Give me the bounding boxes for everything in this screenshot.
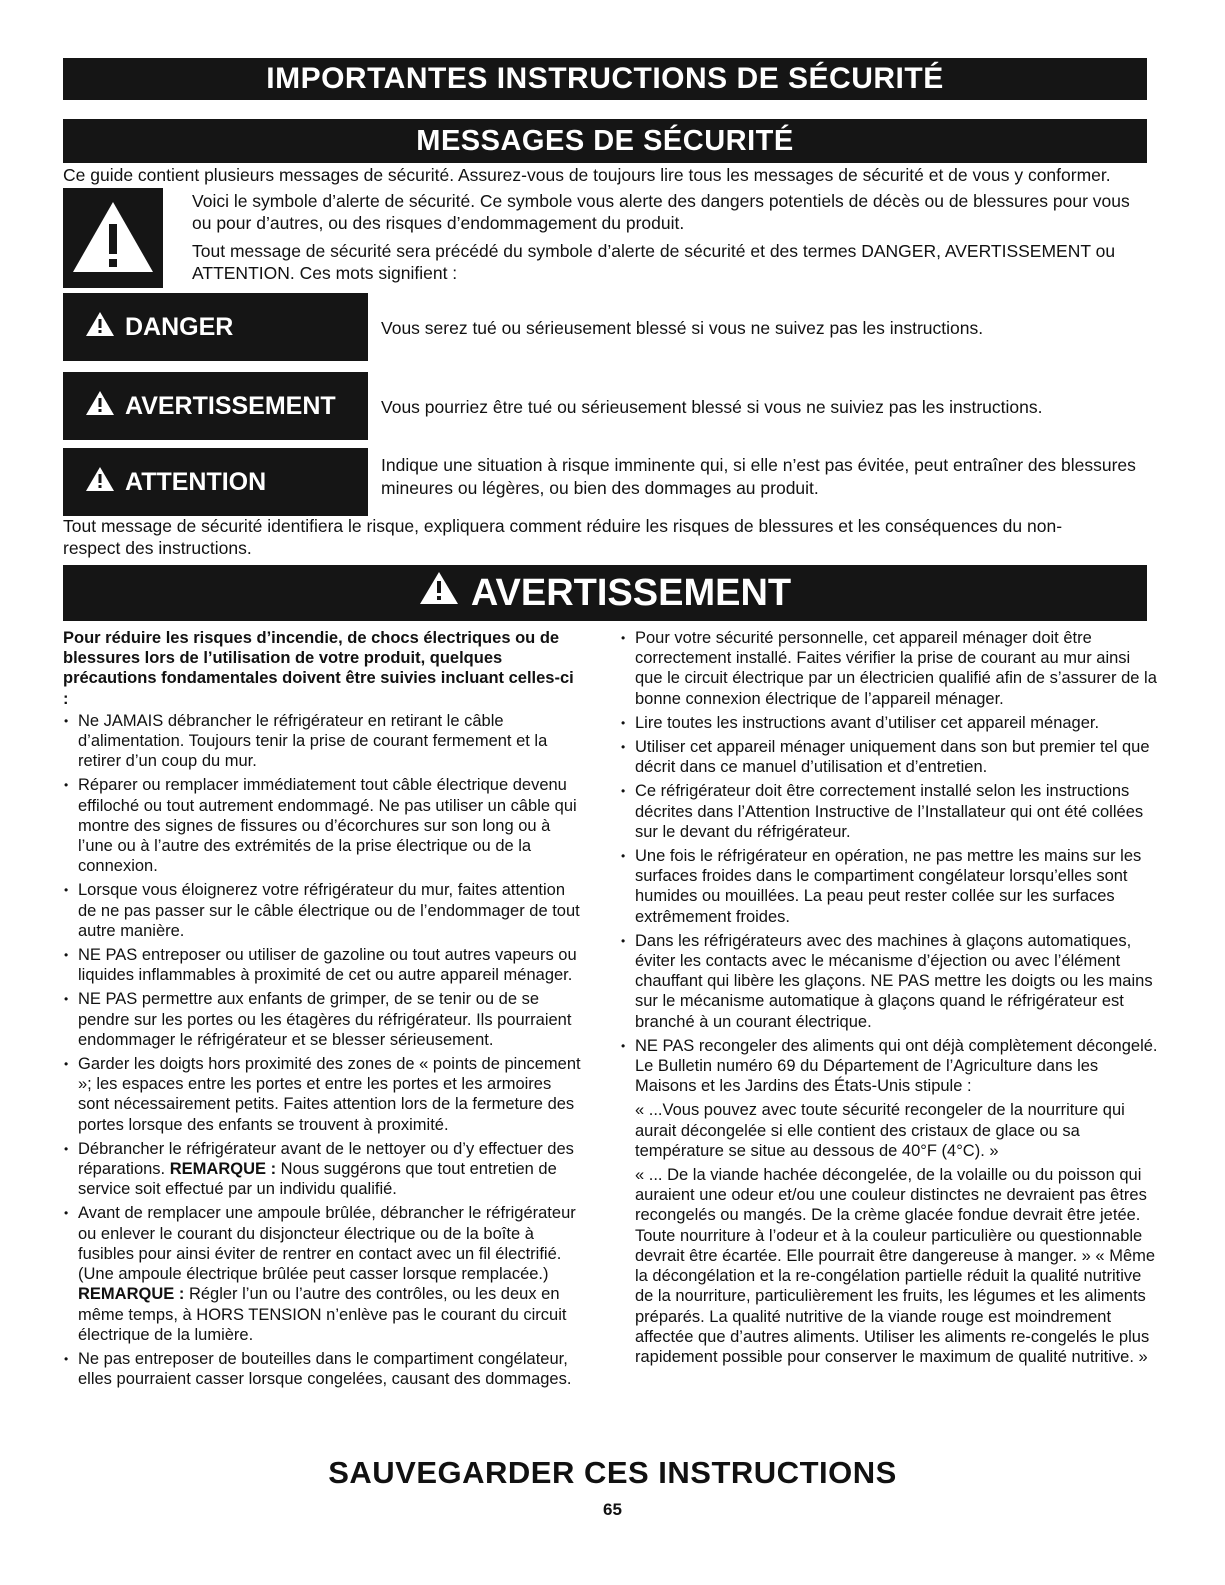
list-item: • Avant de remplacer une ampoule brûlée, débrancher le réfrigérateur ou enlever le courant du disjoncteur électrique ou de la boîte à fusibles pour ainsi éviter de rentrer en contact avec un fil électrifié. (Une ampoule électrique brûlée peut casser lorsque remplacée.) REMARQUE : Régler l’un ou l’autre des contrôles, ou les deux en même temps, à HORS TENSION n’enlève pas le courant du circuit électrique de la lumière. <box>63 1203 583 1344</box>
intro-text: Ce guide contient plusieurs messages de sécurité. Assurez-vous de toujours lire tous les messages de sécurité et de vous y conformer. <box>63 165 1111 185</box>
right-column <box>620 628 1160 1371</box>
precautions-list <box>63 711 583 1390</box>
list-item: • Réparer ou remplacer immédiatement tout câble électrique devenu effiloché ou tout autrement endommagé. Ne pas utiliser un câble qui montre des signes de fissures ou d’écorchures sur son long ou à l’une ou à l’autre des extrémités de la prise électrique ou de la connexion. <box>63 775 583 876</box>
warning-triangle-icon <box>85 390 115 423</box>
signal-label: ATTENTION <box>125 467 267 496</box>
list-item: • Utiliser cet appareil ménager uniquement dans son but premier tel que décrit dans ce manuel d’utilisation et d’entretien. <box>620 737 1160 777</box>
signal-definition: Vous pourriez être tué ou sérieusement blessé si vous ne suiviez pas les instructions. <box>381 397 1043 417</box>
list-item: • Ce réfrigérateur doit être correctement installé selon les instructions décrites dans l’Attention Instructive de l’Installateur qui ont été collées sur le devant du réfrigérateur. <box>620 781 1160 842</box>
main-title-banner <box>63 58 1147 100</box>
list-item: • Lorsque vous éloignerez votre réfrigérateur du mur, faites attention de ne pas passer sur le câble électrique ou de l’endommager de tout autre manière. <box>63 880 583 941</box>
list-item: • NE PAS entreposer ou utiliser de gazoline ou tout autres vapeurs ou liquides inflammables à proximité de cet ou autre appareil ménager. <box>63 945 583 985</box>
main-title: IMPORTANTES INSTRUCTIONS DE SÉCURITÉ <box>266 62 944 95</box>
signal-danger <box>63 293 368 361</box>
list-item: • Pour votre sécurité personnelle, cet appareil ménager doit être correctement installé. Faites vérifier la prise de courant au mur ainsi que le circuit électrique par un électricien qualifié afin de s’assurer de la bonne connexion électrique de l’appareil ménager. <box>620 628 1160 709</box>
warning-triangle-icon <box>85 466 115 499</box>
signal-attention <box>63 448 368 516</box>
remarque-label: REMARQUE : <box>78 1285 185 1304</box>
precautions-list <box>620 628 1160 1096</box>
list-item: • NE PAS permettre aux enfants de grimper, de se tenir ou de se pendre sur les portes ou les étagères du réfrigérateur. Ils pourraient endommager le réfrigérateur et se blesser sérieusement. <box>63 989 583 1050</box>
list-item: • Garder les doigts hors proximité des zones de « points de pincement »; les espaces entre les portes et entre les portes et les armoires sont nécessairement petits. Faites attention lors de la fermeture des portes lorsque des enfants se trouvent à proximité. <box>63 1054 583 1135</box>
save-instructions-title: SAUVEGARDER CES INSTRUCTIONS <box>328 1455 897 1490</box>
list-item: • Débrancher le réfrigérateur avant de le nettoyer ou d’y effectuer des réparations. REMARQUE : Nous suggérons que tout entretien de service soit effectué par un individu qualifié. <box>63 1139 583 1200</box>
sub-title: MESSAGES DE SÉCURITÉ <box>416 124 794 157</box>
list-item: • NE PAS recongeler des aliments qui ont déjà complètement décongelé. Le Bulletin numéro 69 du Département de l’Agriculture dans les Maisons et les Jardins des États-Unis stipule : <box>620 1036 1160 1097</box>
safety-alert-symbol <box>63 188 163 288</box>
sub-title-banner <box>63 119 1147 163</box>
symbol-paragraph-1: Voici le symbole d’alerte de sécurité. Ce symbole vous alerte des dangers potentiels de décès ou de blessures pour vous ou pour d’autres, ou des risques d’endommagement du produit. <box>192 191 1130 233</box>
left-column <box>63 628 583 1393</box>
warning-triangle-icon <box>63 188 163 288</box>
usda-quote-1: « ...Vous pouvez avec toute sécurité recongeler de la nourriture qui aurait décongelée si elle contient des cristaux de glace ou sa température se situe au dessous de 40°F (4°C). » <box>635 1101 1125 1160</box>
signal-label: DANGER <box>125 312 234 341</box>
signal-avertissement <box>63 372 368 440</box>
symbol-paragraph-2: Tout message de sécurité sera précédé du symbole d’alerte de sécurité et des termes DANGER, AVERTISSEMENT ou ATTENTION. Ces mots signifient : <box>192 241 1116 283</box>
warning-banner-label: AVERTISSEMENT <box>470 571 792 614</box>
usda-quote-2: « ... De la viande hachée décongelée, de la volaille ou du poisson qui auraient une odeur et/ou une couleur distinctes ne devraient pas êtres recongelés ou mangés. De la crème glacée fondue devrait être jetée. Toute nourriture à l’odeur et à la couleur particulière ou questionnable devrait être écartée. Elle pourrait être dangereuse à manger. » « Même la décongélation et la re-congélation partielle réduit la qualité nutritive de la nourriture, particulièrement les fruits, les légumes et les aliments préparés. La qualité nutritive de la viande rouge est moindrement affectée que d’autres aliments. Utiliser les aliments re-congelés le plus rapidement possible pour conserver le maximum de qualité nutritive. » <box>635 1166 1156 1366</box>
list-item: • Lire toutes les instructions avant d’utiliser cet appareil ménager. <box>620 713 1160 733</box>
closing-text: Tout message de sécurité identifiera le risque, expliquera comment réduire les risques de blessures et les conséquences du non-respect des instructions. <box>63 516 1063 558</box>
list-item: • Dans les réfrigérateurs avec des machines à glaçons automatiques, éviter les contacts avec le mécanisme d’éjection ou avec l’élément chauffant qui libère les glaçons. NE PAS mettre les doigts ou les mains sur le mécanisme automatique à glaçons quand le réfrigérateur est branché à un courant électrique. <box>620 931 1160 1032</box>
signal-definition: Vous serez tué ou sérieusement blessé si vous ne suivez pas les instructions. <box>381 318 984 338</box>
page-number: 65 <box>603 1500 622 1519</box>
list-item: • Ne pas entreposer de bouteilles dans le compartiment congélateur, elles pourraient casser lorsque congelées, causant des dommages. <box>63 1349 583 1389</box>
warning-triangle-icon <box>85 311 115 344</box>
warning-banner <box>63 565 1147 621</box>
symbol-explanation <box>192 190 1152 290</box>
signal-label: AVERTISSEMENT <box>125 391 336 420</box>
lead-paragraph: Pour réduire les risques d’incendie, de chocs électriques ou de blessures lors de l’utilisation de votre produit, quelques précautions fondamentales doivent être suivies incluant celles-ci : <box>63 629 574 708</box>
list-item: • Ne JAMAIS débrancher le réfrigérateur en retirant le câble d’alimentation. Toujours tenir la prise de courant fermement et la retirer d’un coup du mur. <box>63 711 583 772</box>
list-item: • Une fois le réfrigérateur en opération, ne pas mettre les mains sur les surfaces froides dans le compartiment congélateur lorsqu’elles sont humides ou mouillées. La peau peut rester collée sur les surfaces extrêmement froides. <box>620 846 1160 927</box>
remarque-label: REMARQUE : <box>169 1160 277 1179</box>
signal-definition: Indique une situation à risque imminente qui, si elle n’est pas évitée, peut entraîner des blessures mineures ou légères, ou bien des dommages au produit. <box>381 455 1136 498</box>
warning-triangle-icon <box>419 571 459 615</box>
